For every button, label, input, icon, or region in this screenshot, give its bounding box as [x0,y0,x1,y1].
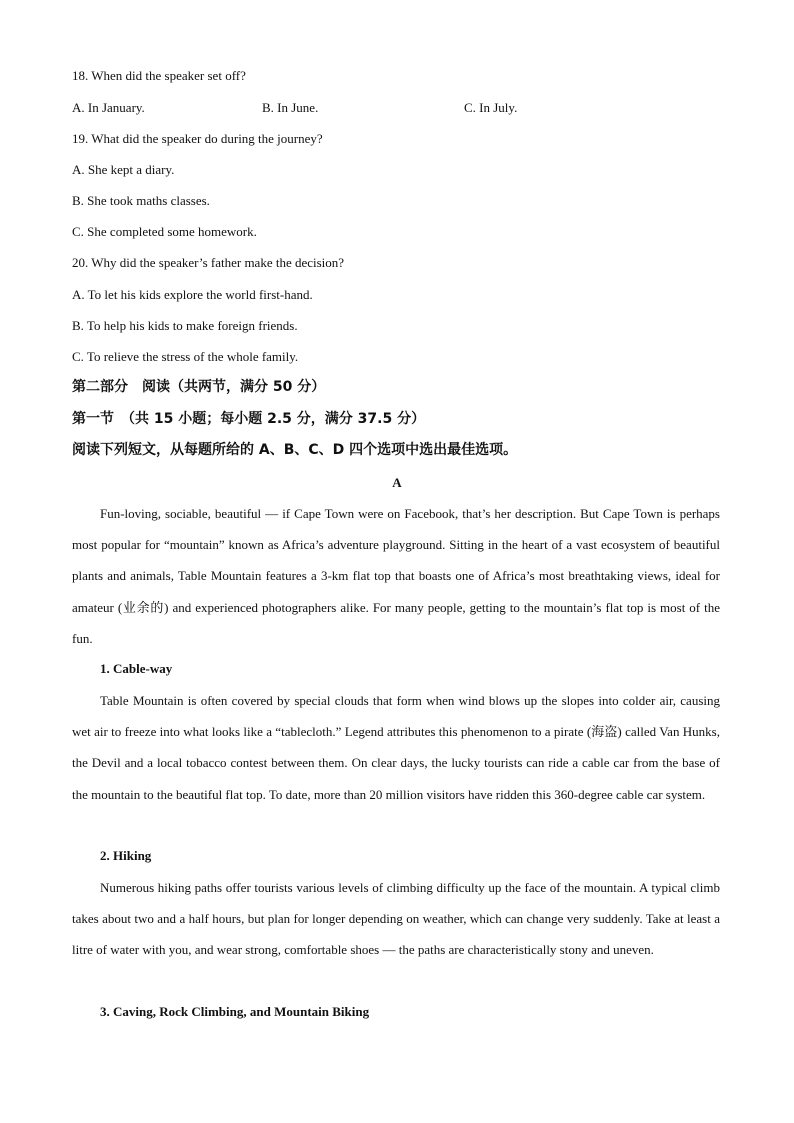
part-title: 第二部分 阅读（共两节，满分 50 分） [72,379,326,395]
q20-option-b: B. To help his kids to make foreign friends. [72,318,298,333]
q18-option-b: B. In June. [262,100,319,115]
passage-intro: Fun-loving, sociable, beautiful — if Cape Town were on Facebook, that’s her description. But Cape Town is perhaps most popular for “mountain” known as Africa’s adventure playground. Sitting in the heart of a vast ecosystem of beautiful plants and animals, Table Mountain features a 3-km flat top that boasts one of Africa’s most breathtaking views, ideal for amateur (业余的) and experienced photographers alike. For many people, getting to the mountain’s flat top is most of the fun. [72,506,720,646]
paragraph-cable-way: Table Mountain is often covered by special clouds that form when wind blows up the slopes into colder air, causing wet air to freeze into what looks like a “tablecloth.” Legend attributes this phenomenon to a pirate (海盗) called Van Hunks, the Devil and a local tobacco contest between them. On clear days, the lucky tourists can ride a cable car from the base of the mountain to the beautiful flat top. To date, more than 20 million visitors have ridden this 360-degree cable car system. [72,693,720,802]
paragraph-hiking: Numerous hiking paths offer tourists various levels of climbing difficulty up the face of the mountain. A typical climb takes about two and a half hours, but plan for longer depending on weather, which can change very suddenly. Take at least a litre of water with you, and wear strong, comfortable shoes — the paths are characteristically stony and uneven. [72,880,720,958]
q19-option-b: B. She took maths classes. [72,193,210,208]
q20-option-c: C. To relieve the stress of the whole family. [72,349,299,364]
q19-option-c: C. She completed some homework. [72,224,257,239]
q19-option-a: A. She kept a diary. [72,162,175,177]
instruction: 阅读下列短文，从每题所给的 A、B、C、D 四个选项中选出最佳选项。 [72,442,518,458]
heading-hiking: 2. Hiking [100,848,152,863]
passage-letter: A [392,475,402,490]
heading-caving: 3. Caving, Rock Climbing, and Mountain Biking [100,1004,370,1019]
question-19: 19. What did the speaker do during the journey? [72,131,323,146]
question-18: 18. When did the speaker set off? [72,68,246,83]
heading-cable-way: 1. Cable-way [100,661,173,676]
q18-option-c: C. In July. [464,100,518,115]
section-title: 第一节 （共 15 小题；每小题 2.5 分，满分 37.5 分） [72,411,426,427]
question-20: 20. Why did the speaker’s father make the decision? [72,255,345,270]
q18-option-a: A. In January. [72,100,145,115]
q20-option-a: A. To let his kids explore the world first-hand. [72,287,313,302]
